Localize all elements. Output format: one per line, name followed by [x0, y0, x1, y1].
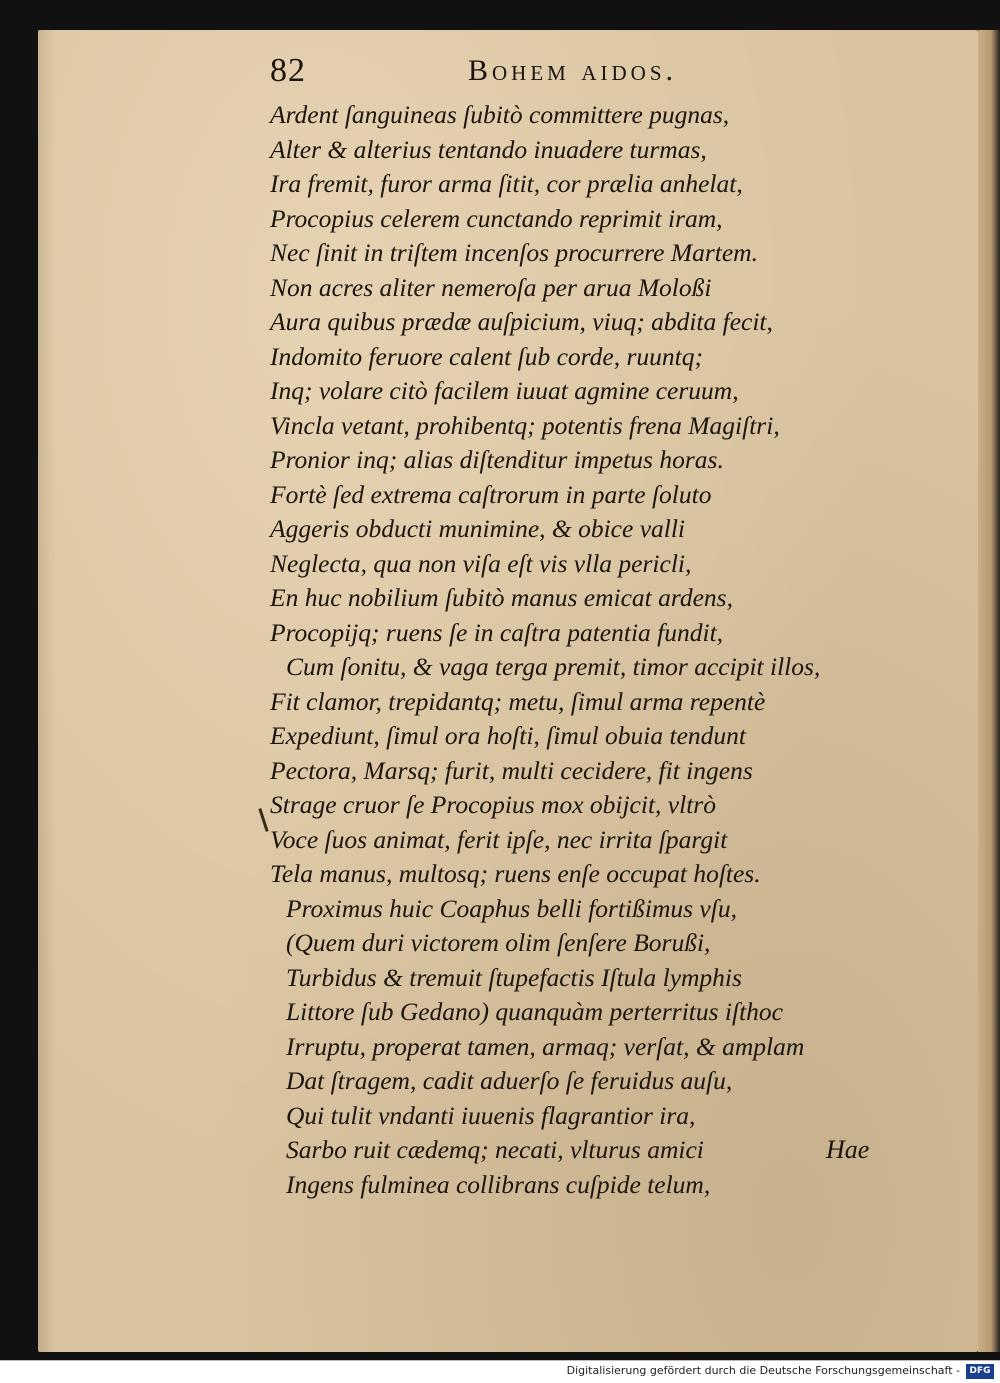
verse-line: Tela manus, multosq; ruens enſe occupat hoſtes. [270, 859, 761, 888]
verse-line: Inq; volare citò facilem iuuat agmine ceruum, [270, 376, 739, 405]
verse-line: Dat ſtragem, cadit aduerſo ſe feruidus auſu, [286, 1066, 733, 1095]
verse-line: Pectora, Marsq; furit, multi cecidere, fit ingens [270, 755, 753, 785]
verse-line: Vincla vetant, prohibentq; potentis frena Magiſtri, [270, 410, 780, 440]
verse-line: Irruptu, properat tamen, armaq; verſat, & amplam [286, 1031, 805, 1061]
verse-line: Littore ſub Gedano) quanquàm perterritus iſthoc [286, 997, 783, 1026]
verse-line: Indomito feruore calent ſub corde, ruuntq; [270, 341, 703, 371]
verse-line: Strage cruor ſe Procopius mox obijcit, vltrò [270, 790, 716, 819]
verse-line: En huc nobilium ſubitò manus emicat ardens, [270, 583, 733, 612]
footer-bar [0, 1360, 1000, 1383]
verse-line: Procopijq; ruens ſe in caſtra patentia fundit, [270, 617, 724, 647]
catchword: Hae [826, 1135, 870, 1164]
verse-line: Proximus huic Coaphus belli fortißimus vſu, [286, 893, 737, 923]
verse-line: Neglecta, qua non viſa eſt vis vlla pericli, [270, 548, 692, 578]
verse-line: Aggeris obducti munimine, & obice valli [270, 514, 686, 543]
running-head: Bohem aidos. [468, 54, 678, 87]
page-number: 82 [270, 52, 306, 89]
page-header [270, 52, 790, 96]
verse-line: Fortè ſed extrema caſtrorum in parte ſoluto [270, 479, 712, 509]
page-edge [978, 30, 1000, 1352]
verse-line: Non acres aliter nemeroſa per arua Moloßi [270, 272, 712, 302]
verse-block [270, 98, 910, 1202]
verse-line: Sarbo ruit cædemq; necati, vlturus amici [286, 1135, 704, 1164]
verse-line: Alter & alterius tentando inuadere turmas, [270, 134, 707, 164]
verse-line: Ira fremit, furor arma ſitit, cor prælia anhelat, [270, 169, 743, 198]
verse-line: (Quem duri victorem olim ſenſere Borußi, [286, 928, 711, 957]
verse-line: Qui tulit vndanti iuuenis flagrantior ira, [286, 1100, 696, 1130]
verse-line: Aura quibus prædæ auſpicium, viuq; abdita fecit, [270, 307, 773, 336]
dfg-logo: DFG [966, 1364, 994, 1379]
footer-credit: Digitalisierung gefördert durch die Deutsche Forschungsgemeinschaft - [566, 1364, 960, 1377]
verse-line: Turbidus & tremuit ſtupefactis Iſtula lymphis [286, 962, 742, 992]
verse-line: Nec ſinit in triſtem incenſos procurrere Martem. [270, 238, 758, 267]
verse-line: Ingens fulminea collibrans cuſpide telum, [286, 1169, 711, 1199]
verse-line: Pronior inq; alias diſtenditur impetus horas. [270, 445, 724, 474]
verse-line: Cum ſonitu, & vaga terga premit, timor accipit illos, [286, 652, 821, 681]
verse-line: Procopius celerem cunctando reprimit iram, [270, 203, 723, 233]
verse-line: Fit clamor, trepidantq; metu, ſimul arma repentè [270, 686, 766, 716]
verse-line: Voce ſuos animat, ferit ipſe, nec irrita ſpargit [270, 824, 728, 854]
verse-line: Expediunt, ſimul ora hoſti, ſimul obuia tendunt [270, 721, 746, 750]
verse-line: Ardent ſanguineas ſubitò committere pugnas, [270, 100, 730, 129]
